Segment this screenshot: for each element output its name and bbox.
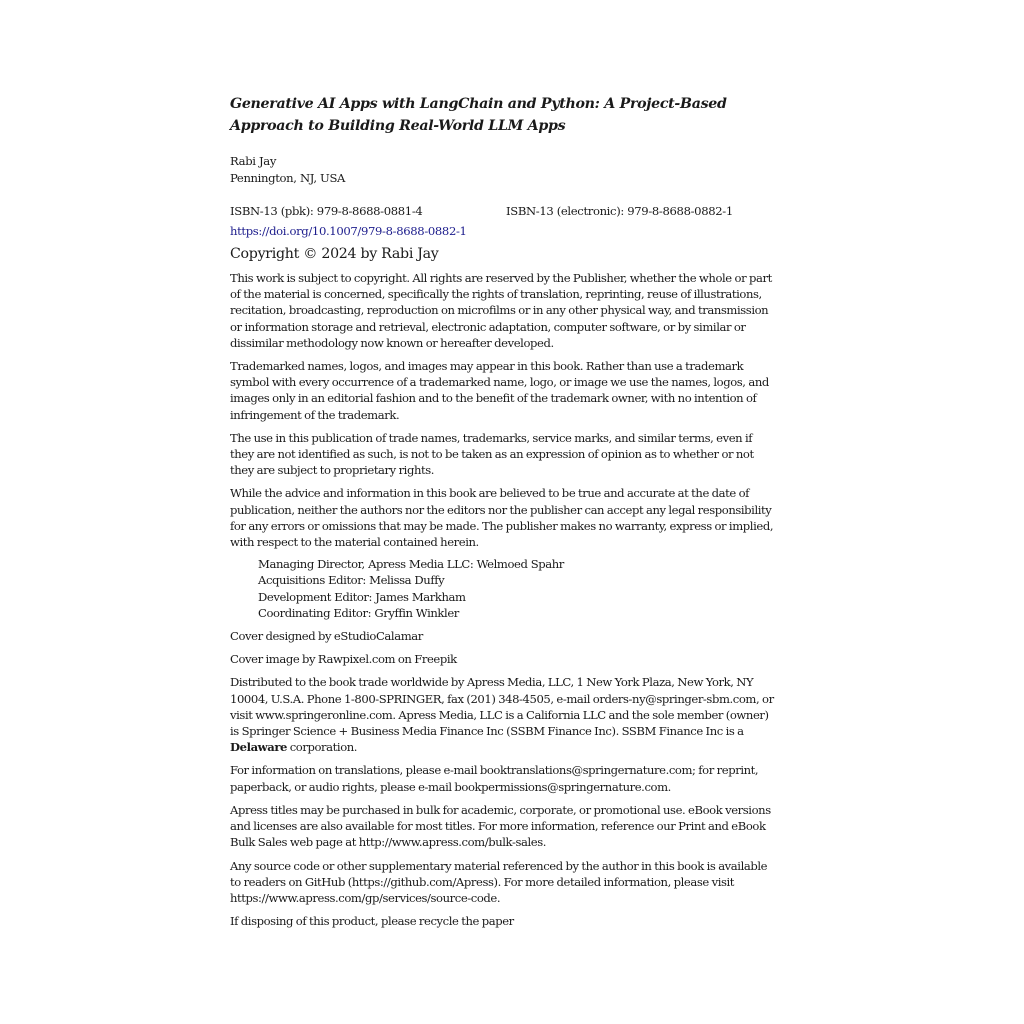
rights-paragraph: This work is subject to copyright. All rights are reserved by the Publisher, whether the whole or part of the material is concerned, specifically the rights of translation, reprinting, reuse of illustrations, recitation, broadcasting, reproduction on microfilms or in any other physical way, and transmission or information storage and retrieval, electronic adaptation, computer software, or by similar or dissimilar methodology now known or hereafter developed. (230, 271, 772, 350)
cover-design-credit: Cover designed by eStudioCalamar (230, 629, 423, 644)
distribution-text-2: corporation. (286, 740, 358, 755)
bulk-sales-paragraph: Apress titles may be purchased in bulk for academic, corporate, or promotional use. eBook versions and licenses are also available for most titles. For more information, reference our Print and eBook Bulk Sales web page at http://www.apress.com/bulk-sales. (230, 802, 771, 850)
doi-link[interactable]: https://doi.org/10.1007/979-8-8688-0882-1 (230, 223, 467, 238)
distribution-text-1: Distributed to the book trade worldwide by Apress Media, LLC, 1 New York Plaza, New York, NY 10004, U.S.A. Phone 1-800-SPRINGER, fax (201) 348-4505, e-mail orders-ny@springer-sbm.com, or visit www.springeronline.com. Apress Media, LLC is a California LLC and the sole member (owner) is Springer Science + Business Media Finance Inc (SSBM Finance Inc). SSBM Finance Inc is a (230, 675, 774, 739)
author-block (230, 153, 775, 186)
credit-managing-director: Managing Director, Apress Media LLC: Welmoed Spahr (258, 557, 564, 572)
advice-paragraph: While the advice and information in this book are believed to be true and accurate at the date of publication, neither the authors nor the editors nor the publisher can accept any legal responsibility for any errors or omissions that may be made. The publisher makes no warranty, express or implied, with respect to the material contained herein. (230, 486, 774, 550)
copyright-heading: Copyright © 2024 by Rabi Jay (230, 246, 439, 262)
author-name: Rabi Jay (230, 154, 277, 168)
recycle-notice: If disposing of this product, please recycle the paper (230, 914, 514, 929)
trademarks-paragraph: Trademarked names, logos, and images may appear in this book. Rather than use a trademark symbol with every occurrence of a trademarked name, logo, or image we use the names, logos, and images only in an editorial fashion and to the benefit of the trademark owner, with no intention of infringement of the trademark. (230, 359, 769, 422)
distribution-bold: Delaware (230, 740, 287, 755)
title-line-2: Approach to Building Real-World LLM Apps (230, 118, 566, 134)
source-code-paragraph: Any source code or other supplementary material referenced by the author in this book is available to readers on GitHub (https://github.com/Apress). For more detailed information, please visit https://www.apress.com/gp/services/source-code. (230, 858, 768, 905)
translations-paragraph: For information on translations, please e-mail booktranslations@springernature.com; for reprint, paperback, or audio rights, please e-mail bookpermissions@springernature.com. (230, 763, 759, 794)
copyright-page (230, 93, 775, 929)
credit-acquisitions-editor: Acquisitions Editor: Melissa Duffy (258, 573, 445, 588)
credit-development-editor: Development Editor: James Markham (258, 589, 466, 604)
credits-list (230, 556, 775, 621)
isbn-pbk: ISBN-13 (pbk): 979-8-8688-0881-4 (230, 204, 423, 218)
cover-image-credit: Cover image by Rawpixel.com on Freepik (230, 652, 457, 667)
distribution-paragraph (230, 674, 775, 755)
isbn-row (230, 203, 775, 220)
author-location: Pennington, NJ, USA (230, 170, 346, 185)
isbn-electronic: ISBN-13 (electronic): 979-8-8688-0882-1 (506, 204, 733, 218)
title-line-1: Generative AI Apps with LangChain and Python: A Project-Based (230, 96, 727, 112)
book-title (230, 93, 775, 137)
credit-coordinating-editor: Coordinating Editor: Gryffin Winkler (258, 605, 459, 620)
trade-names-paragraph: The use in this publication of trade names, trademarks, service marks, and similar terms, even if they are not identified as such, is not to be taken as an expression of opinion as to whether or not they are subject to proprietary rights. (230, 430, 754, 478)
